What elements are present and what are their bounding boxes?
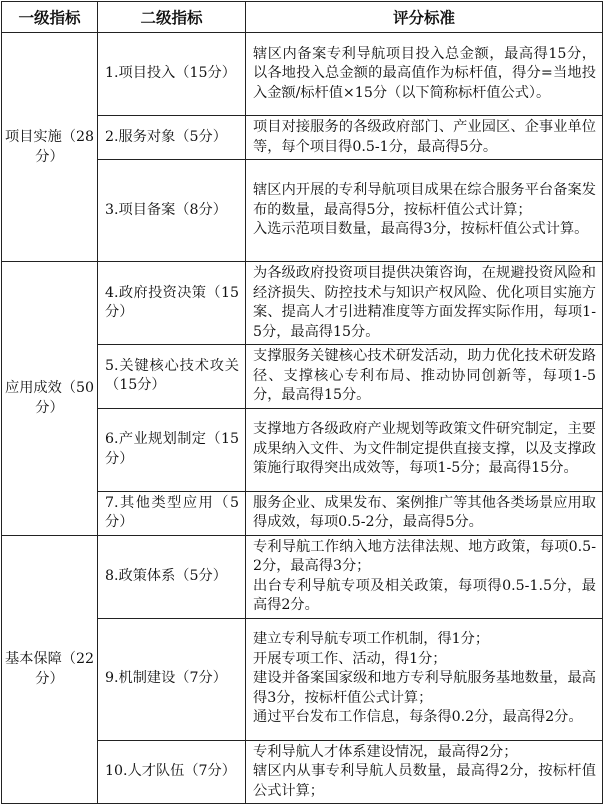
criteria-line: 通过平台发布工作信息，每条得0.2分，最高得2分。 (253, 709, 583, 726)
criteria-cell (246, 408, 603, 491)
criteria-line: 支撑地方各级政府产业规划等政策文件研究制定，主要成果纳入文件、为文件制定提供直接支撑，以及支撑政策施行取得突出成效等，每项1-5分；最高得15分。 (253, 421, 596, 477)
evaluation-table (1, 1, 603, 804)
criteria-cell (246, 491, 603, 535)
indicator-name: 9.机制建设（7分） (98, 618, 246, 740)
indicator-name: 2.服务对象（5分） (98, 116, 246, 160)
criteria-line: 入选示范项目数量，最高得3分，按标杆值公式计算。 (253, 221, 589, 238)
criteria-line: 辖区内开展的专利导航项目成果在综合服务平台备案发布的数量，最高得5分，按标杆值公式计算； (253, 182, 596, 218)
criteria-line: 专利导航工作纳入地方法律法规、地方政策，每项0.5-2分，最高得3分； (253, 538, 596, 574)
indicator-name: 6.产业规划制定（15分） (98, 408, 246, 491)
criteria-cell (246, 33, 603, 116)
criteria-cell (246, 160, 603, 262)
group-label: 基本保障（22分） (2, 535, 98, 804)
criteria-line: 出台专利导航专项及相关政策，每项得0.5-1.5分，最高得2分。 (253, 577, 596, 613)
group-label: 项目实施（28分） (2, 33, 98, 262)
header-row (2, 2, 603, 33)
table-row (2, 33, 603, 116)
indicator-name: 4.政府投资决策（15分） (98, 262, 246, 345)
criteria-cell (246, 262, 603, 345)
table-row (2, 262, 603, 345)
criteria-line: 项目对接服务的各级政府部门、产业园区、企事业单位等，每个项目得0.5-1分，最高得5分。 (253, 119, 596, 155)
indicator-name: 8.政策体系（5分） (98, 535, 246, 618)
criteria-cell (246, 345, 603, 409)
criteria-line: 服务企业、成果发布、案例推广等其他各类场景应用取得成效，每项0.5-2分，最高得5分。 (253, 494, 596, 530)
header-criteria: 评分标准 (246, 2, 603, 33)
criteria-line: 建设并备案国家级和地方专利导航服务基地数量，最高得3分，按标杆值公式计算； (253, 670, 596, 706)
criteria-cell (246, 618, 603, 740)
criteria-line: 为各级政府投资项目提供决策咨询，在规避投资风险和经济损失、防控技术与知识产权风险、优化项目实施方案、提高人才引进精准度等方面发挥实际作用，每项1-5分，最高得15分。 (253, 265, 596, 340)
table-row (2, 535, 603, 618)
group-label: 应用成效（50分） (2, 262, 98, 536)
indicator-name: 5.关键核心技术攻关（15分） (98, 345, 246, 409)
criteria-line: 辖区内备案专利导航项目投入总金额，最高得15分，以各地投入总金额的最高值作为标杆值，得分=当地投入金额/标杆值×15分（以下简称标杆值公式）。 (253, 45, 596, 101)
header-level1: 一级指标 (2, 2, 98, 33)
criteria-line: 支撑服务关键核心技术研发活动，助力优化技术研发路径、支撑核心专利布局、推动协同创新等，每项1-5分，最高得15分。 (253, 348, 596, 403)
indicator-name: 7.其他类型应用（5分） (98, 491, 246, 535)
indicator-name: 3.项目备案（8分） (98, 160, 246, 262)
criteria-line: 专利导航人才体系建设情况，最高得2分； (253, 743, 518, 760)
criteria-cell (246, 740, 603, 804)
criteria-line: 开展专项工作、活动，得1分； (253, 650, 447, 667)
criteria-line: 辖区内从事专利导航人员数量，最高得2分，按标杆值公式计算； (253, 763, 596, 799)
criteria-line: 建立专利导航专项工作机制，得1分； (253, 631, 490, 648)
criteria-cell (246, 535, 603, 618)
indicator-name: 1.项目投入（15分） (98, 33, 246, 116)
criteria-cell (246, 116, 603, 160)
indicator-name: 10.人才队伍（7分） (98, 740, 246, 804)
header-level2: 二级指标 (98, 2, 246, 33)
